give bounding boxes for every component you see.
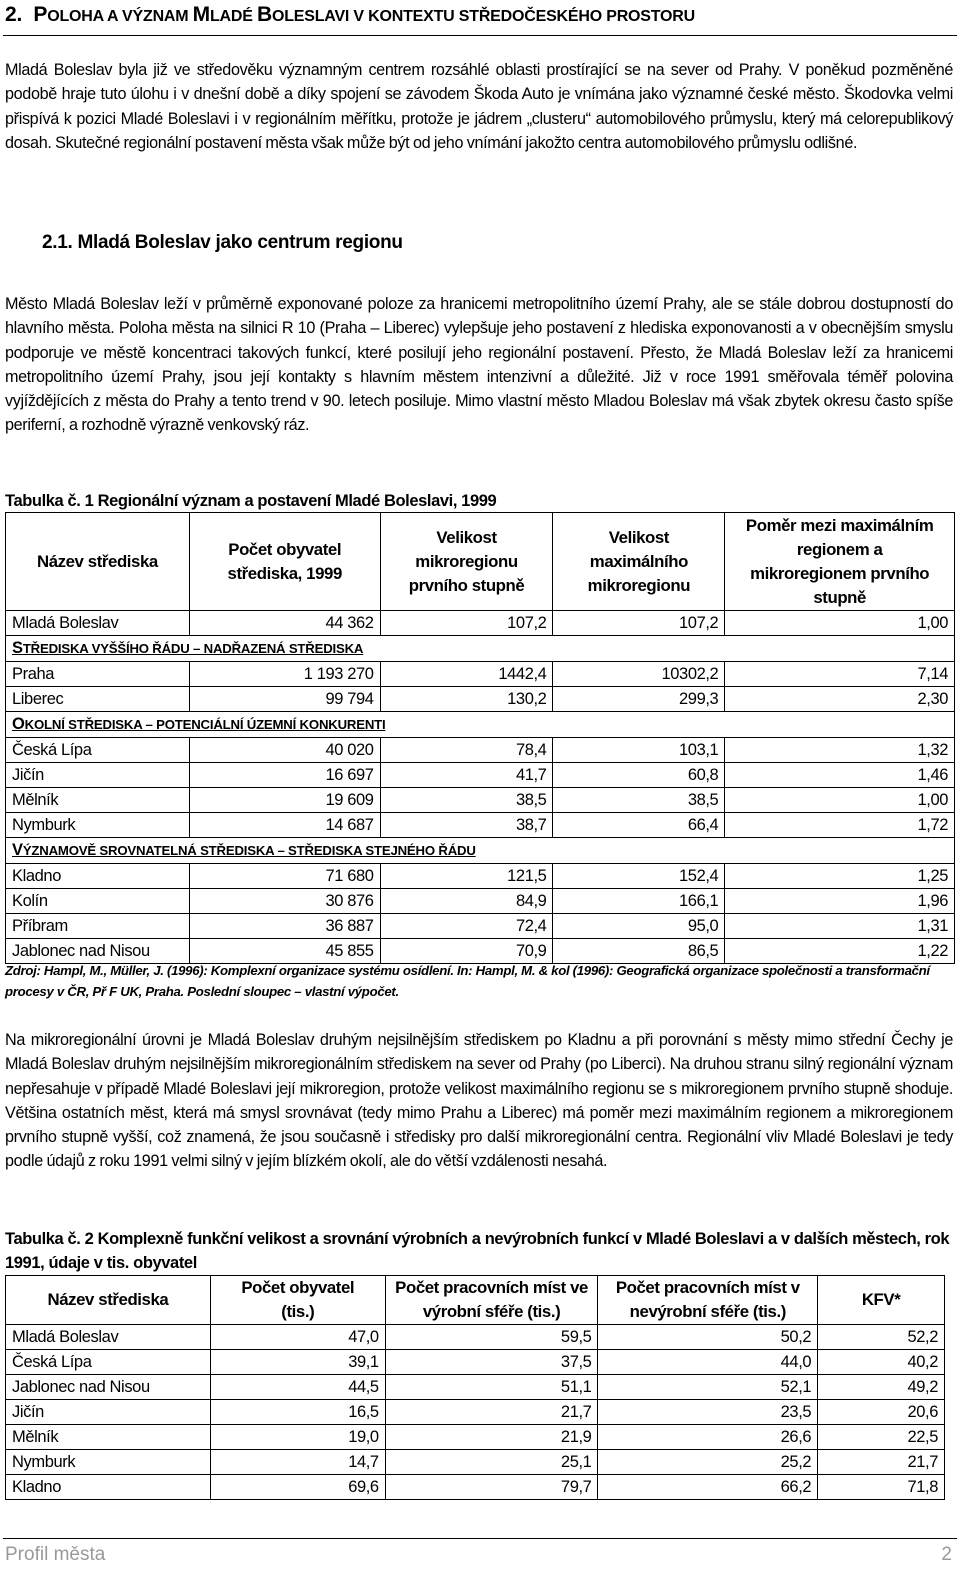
table-row bbox=[6, 738, 955, 763]
table-cell: 20,6 bbox=[818, 1400, 945, 1425]
table-cell: 2,30 bbox=[725, 687, 955, 712]
table-cell: 40,2 bbox=[818, 1350, 945, 1375]
table-section-row bbox=[6, 838, 955, 864]
table2-caption: Tabulka č. 2 Komplexně funkční velikost a srovnání výrobních a nevýrobních funkcí v Mladé Boleslavi a v dalších městech, rok 1991, údaje v tis. obyvatel bbox=[5, 1230, 950, 1273]
table-cell: Mladá Boleslav bbox=[6, 611, 190, 636]
table1-header: Velikost mikroregionu prvního stupně bbox=[380, 513, 553, 611]
table-cell: 16,5 bbox=[210, 1400, 385, 1425]
table2-header: Počet obyvatel (tis.) bbox=[210, 1276, 385, 1325]
subheading: 2.1. Mladá Boleslav jako centrum regionu bbox=[42, 232, 403, 253]
table1-caption: Tabulka č. 1 Regionální význam a postavení Mladé Boleslavi, 1999 bbox=[5, 492, 497, 510]
table-cell: 66,2 bbox=[598, 1475, 818, 1500]
table-cell: 1,00 bbox=[725, 788, 955, 813]
table1-group-2 bbox=[6, 738, 955, 838]
table1-group-1 bbox=[6, 662, 955, 712]
table-cell: 50,2 bbox=[598, 1325, 818, 1350]
table-cell: Nymburk bbox=[6, 813, 190, 838]
table-cell: Jičín bbox=[6, 763, 190, 788]
table-cell: 99 794 bbox=[189, 687, 380, 712]
table-cell: Mělník bbox=[6, 1425, 211, 1450]
table-cell: 1,00 bbox=[725, 611, 955, 636]
table-cell: Česká Lípa bbox=[6, 738, 190, 763]
table-cell: 23,5 bbox=[598, 1400, 818, 1425]
table-cell: 52,2 bbox=[818, 1325, 945, 1350]
table1-group-3 bbox=[6, 864, 955, 964]
table-row bbox=[6, 1450, 945, 1475]
table-section-row bbox=[6, 636, 955, 662]
table-cell: 36 887 bbox=[189, 914, 380, 939]
table-cell: 86,5 bbox=[553, 939, 725, 964]
table-cell: 25,2 bbox=[598, 1450, 818, 1475]
table-cell: Česká Lípa bbox=[6, 1350, 211, 1375]
table-cell: 1,25 bbox=[725, 864, 955, 889]
table1-header: Velikost maximálního mikroregionu bbox=[553, 513, 725, 611]
table-cell: 21,9 bbox=[385, 1425, 598, 1450]
table-cell: 152,4 bbox=[553, 864, 725, 889]
table-cell: 1442,4 bbox=[380, 662, 553, 687]
table-row bbox=[6, 914, 955, 939]
table-cell: 60,8 bbox=[553, 763, 725, 788]
table2-header: KFV* bbox=[818, 1276, 945, 1325]
table-cell: 59,5 bbox=[385, 1325, 598, 1350]
table-row bbox=[6, 813, 955, 838]
table-cell: 130,2 bbox=[380, 687, 553, 712]
table-cell: 37,5 bbox=[385, 1350, 598, 1375]
table-cell: 1,46 bbox=[725, 763, 955, 788]
table-row bbox=[6, 1375, 945, 1400]
table-cell: 30 876 bbox=[189, 889, 380, 914]
table-cell: 52,1 bbox=[598, 1375, 818, 1400]
table-cell: 7,14 bbox=[725, 662, 955, 687]
paragraph-microregion: Na mikroregionální úrovni je Mladá Boleslav druhým nejsilnějším střediskem po Kladnu a při porovnání s městy mimo střední Čechy je Mladá Boleslav druhým nejsilnějším mikroregionálním střediskem na sever od Prahy (po Liberci). Na druhou stranu silný regionální význam nepřesahuje v případě Mladé Boleslavi její mikroregion, protože velikost maximálního regionu se s mikroregionem prvního stupně shoduje. Většina ostatních měst, která má smysl srovnávat (tedy mimo Prahu a Liberec) má poměr mezi maximálním regionem a mikroregionem prvního stupně vyšší, což znamená, že jsou současně i středisky pro další mikroregionální centra. Regionální vliv Mladé Boleslavi je tedy podle údajů z roku 1991 velmi silný v jejím blízkém okolí, ale do větší vzdálenosti nesahá. bbox=[5, 1031, 953, 1171]
table-section-label: VÝZNAMOVĚ SROVNATELNÁ STŘEDISKA – STŘEDISKA STEJNÉHO ŘÁDU bbox=[6, 838, 955, 864]
table-row bbox=[6, 864, 955, 889]
table-cell: 1,31 bbox=[725, 914, 955, 939]
table-row bbox=[6, 1425, 945, 1450]
table-cell: 166,1 bbox=[553, 889, 725, 914]
table2-header: Počet pracovních míst ve výrobní sféře (tis.) bbox=[385, 1276, 598, 1325]
table1 bbox=[5, 512, 955, 964]
section-heading: 2. POLOHA A VÝZNAM MLADÉ BOLESLAVI V KONTEXTU STŘEDOČESKÉHO PROSTORU bbox=[5, 3, 696, 26]
table-cell: 1,96 bbox=[725, 889, 955, 914]
footer-rule bbox=[3, 1538, 957, 1539]
table-row bbox=[6, 889, 955, 914]
table-cell: 41,7 bbox=[380, 763, 553, 788]
table-cell: 14,7 bbox=[210, 1450, 385, 1475]
table-cell: 47,0 bbox=[210, 1325, 385, 1350]
table-cell: Mladá Boleslav bbox=[6, 1325, 211, 1350]
table-cell: 45 855 bbox=[189, 939, 380, 964]
table-cell: 25,1 bbox=[385, 1450, 598, 1475]
table-cell: Jablonec nad Nisou bbox=[6, 939, 190, 964]
table-row bbox=[6, 1400, 945, 1425]
table-cell: Jablonec nad Nisou bbox=[6, 1375, 211, 1400]
table2-body bbox=[6, 1325, 945, 1500]
table-cell: 103,1 bbox=[553, 738, 725, 763]
table2-header: Název střediska bbox=[6, 1276, 211, 1325]
table1-source: Zdroj: Hampl, M., Müller, J. (1996): Komplexní organizace systému osídlení. In: Hampl, M. & kol (1996): Geografická organizace společnosti a transformační procesy v ČR, Př F UK, Praha. Poslední sloupec – vlastní výpočet. bbox=[5, 963, 930, 999]
table-row bbox=[6, 1475, 945, 1500]
table-row bbox=[6, 763, 955, 788]
table-section-row bbox=[6, 712, 955, 738]
table-section-label: OKOLNÍ STŘEDISKA – POTENCIÁLNÍ ÚZEMNÍ KONKURENTI bbox=[6, 712, 955, 738]
table-row bbox=[6, 1325, 945, 1350]
table-cell: 78,4 bbox=[380, 738, 553, 763]
table1-header: Počet obyvatel střediska, 1999 bbox=[189, 513, 380, 611]
paragraph-intro: Mladá Boleslav byla již ve středověku významným centrem rozsáhlé oblasti prostírající se na sever od Prahy. V poněkud pozměněné podobě hraje tuto úlohu i v dnešní době a díky spojení se závodem Škoda Auto je vnímána jako významné české město. Škodovka velmi přispívá k pozici Mladé Boleslavi i v regionálním měřítku, protože je jádrem „clusteru“ automobilového průmyslu, který má celorepublikový dosah. Skutečné regionální postavení města však může být od jeho vnímání jakožto centra automobilového průmyslu odlišné. bbox=[5, 61, 953, 152]
table-row bbox=[6, 662, 955, 687]
table2 bbox=[5, 1275, 945, 1500]
table1-header-row bbox=[6, 513, 955, 611]
table-cell: Liberec bbox=[6, 687, 190, 712]
table-cell: 38,5 bbox=[553, 788, 725, 813]
table-row bbox=[6, 687, 955, 712]
table-row bbox=[6, 611, 955, 636]
table-cell: 16 697 bbox=[189, 763, 380, 788]
table-cell: Kolín bbox=[6, 889, 190, 914]
table-cell: 40 020 bbox=[189, 738, 380, 763]
table-cell: 49,2 bbox=[818, 1375, 945, 1400]
table-cell: 84,9 bbox=[380, 889, 553, 914]
table-cell: 39,1 bbox=[210, 1350, 385, 1375]
table-cell: 26,6 bbox=[598, 1425, 818, 1450]
table2-header: Počet pracovních míst v nevýrobní sféře (tis.) bbox=[598, 1276, 818, 1325]
table-cell: 1,32 bbox=[725, 738, 955, 763]
heading-rule bbox=[3, 35, 957, 36]
table1-header: Název střediska bbox=[6, 513, 190, 611]
table-cell: 71,8 bbox=[818, 1475, 945, 1500]
table-cell: 1 193 270 bbox=[189, 662, 380, 687]
table-cell: 21,7 bbox=[818, 1450, 945, 1475]
paragraph-center: Město Mladá Boleslav leží v průměrně exponované poloze za hranicemi metropolitního území Prahy, ale se stále dobrou dostupností do hlavního města. Poloha města na silnici R 10 (Praha – Liberec) vylepšuje jeho postavení z hlediska exponovanosti a v obecnějším smyslu podporuje ve městě koncentraci takových funkcí, které posilují jeho regionální postavení. Přesto, že Mladá Boleslav leží za hranicemi metropolitního území Prahy, jsou její kontakty s hlavním městem intenzivní a důležité. Již v roce 1991 směřovala téměř polovina vyjíždějících z města do Prahy a tento trend v 90. letech posiluje. Mimo vlastní město Mladou Boleslav má však zbytek okresu často spíše periferní, a rozhodně výrazně venkovský ráz. bbox=[5, 295, 953, 435]
table-cell: 38,7 bbox=[380, 813, 553, 838]
table-cell: 19 609 bbox=[189, 788, 380, 813]
table-cell: Kladno bbox=[6, 864, 190, 889]
table-cell: 69,6 bbox=[210, 1475, 385, 1500]
table-cell: 72,4 bbox=[380, 914, 553, 939]
table-cell: 10302,2 bbox=[553, 662, 725, 687]
table-cell: 121,5 bbox=[380, 864, 553, 889]
table-cell: 14 687 bbox=[189, 813, 380, 838]
table-cell: 1,72 bbox=[725, 813, 955, 838]
table-cell: 299,3 bbox=[553, 687, 725, 712]
table-cell: 95,0 bbox=[553, 914, 725, 939]
table-cell: Praha bbox=[6, 662, 190, 687]
table-row bbox=[6, 939, 955, 964]
table-section-label: STŘEDISKA VYŠŠÍHO ŘÁDU – NADŘAZENÁ STŘEDISKA bbox=[6, 636, 955, 662]
page-number: 2 bbox=[941, 1544, 952, 1565]
table-cell: 66,4 bbox=[553, 813, 725, 838]
table-cell: 44,0 bbox=[598, 1350, 818, 1375]
table-cell: 107,2 bbox=[380, 611, 553, 636]
table1-header: Poměr mezi maximálním regionem a mikroregionem prvního stupně bbox=[725, 513, 955, 611]
table-cell: 71 680 bbox=[189, 864, 380, 889]
table-cell: 79,7 bbox=[385, 1475, 598, 1500]
table-cell: Nymburk bbox=[6, 1450, 211, 1475]
table-cell: 51,1 bbox=[385, 1375, 598, 1400]
table-cell: 21,7 bbox=[385, 1400, 598, 1425]
table-cell: 44,5 bbox=[210, 1375, 385, 1400]
table-cell: Kladno bbox=[6, 1475, 211, 1500]
table-cell: 22,5 bbox=[818, 1425, 945, 1450]
table-cell: 38,5 bbox=[380, 788, 553, 813]
footer-title: Profil města bbox=[5, 1544, 106, 1565]
table-cell: 19,0 bbox=[210, 1425, 385, 1450]
table-cell: Mělník bbox=[6, 788, 190, 813]
table-cell: Příbram bbox=[6, 914, 190, 939]
table-cell: 44 362 bbox=[189, 611, 380, 636]
table2-header-row bbox=[6, 1276, 945, 1325]
table-row bbox=[6, 1350, 945, 1375]
table-row bbox=[6, 788, 955, 813]
table-cell: 1,22 bbox=[725, 939, 955, 964]
table-cell: 70,9 bbox=[380, 939, 553, 964]
table-cell: Jičín bbox=[6, 1400, 211, 1425]
table-cell: 107,2 bbox=[553, 611, 725, 636]
